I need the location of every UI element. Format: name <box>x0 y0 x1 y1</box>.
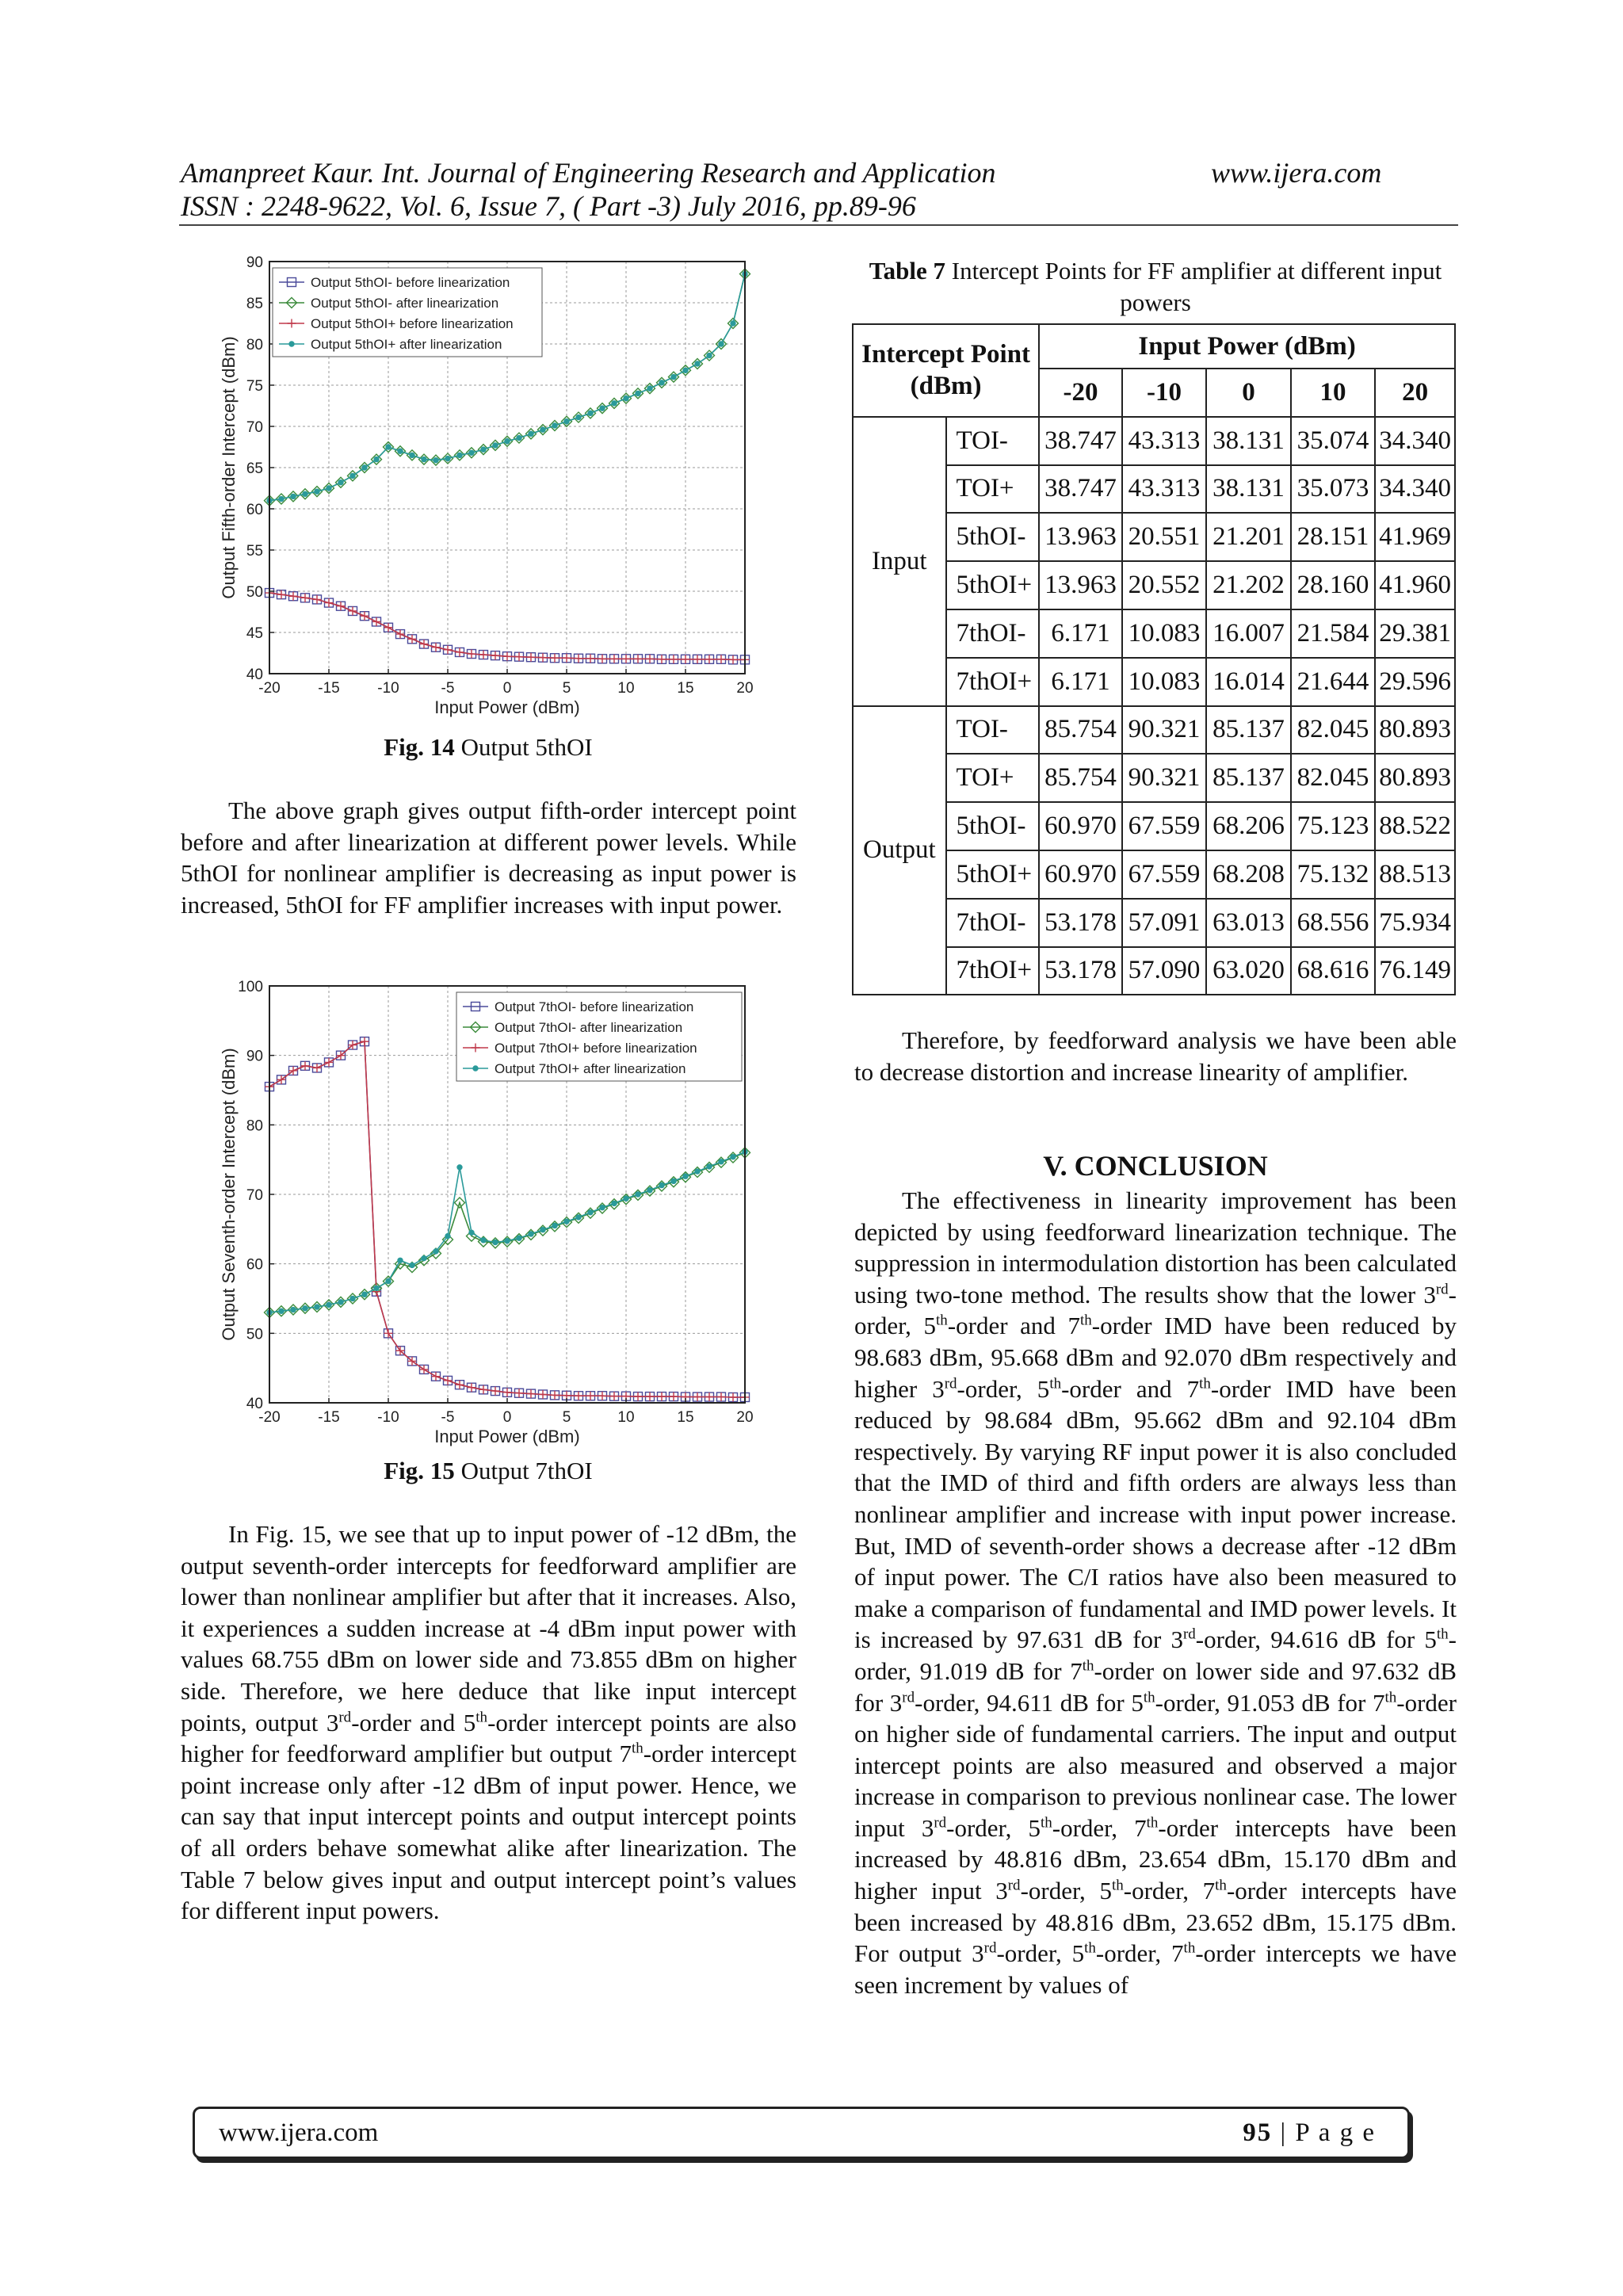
x-tick-label: -10 <box>377 1409 399 1426</box>
x-tick-label: -5 <box>441 680 455 697</box>
y-tick-label: 40 <box>246 667 263 683</box>
data-point <box>445 1233 450 1238</box>
journal-header-line1: Amanpreet Kaur. Int. Journal of Engineering Research and Application <box>181 157 996 189</box>
table7-cell: 29.381 <box>1375 609 1455 658</box>
data-point <box>731 1154 735 1159</box>
table7-row-label: TOI+ <box>946 754 1040 802</box>
table7-cell: 34.340 <box>1375 465 1455 514</box>
page-footer <box>193 2107 1410 2159</box>
table7-cell: 82.045 <box>1291 754 1375 802</box>
table7-cell: 41.969 <box>1375 513 1455 561</box>
x-axis-label: Input Power (dBm) <box>434 697 580 717</box>
table7-cell: 41.960 <box>1375 561 1455 609</box>
table7-caption-num: Table 7 <box>869 257 945 285</box>
right-paragraph-1-text: Therefore, by feedforward analysis we have been able to decrease distortion and increase linearity of amplifier. <box>854 1026 1457 1086</box>
y-tick-label: 85 <box>246 296 263 312</box>
data-point <box>624 395 628 400</box>
table7-cell: 68.206 <box>1206 802 1290 850</box>
data-point <box>564 419 569 424</box>
data-point <box>433 457 438 462</box>
x-tick-label: -20 <box>258 1409 281 1426</box>
data-point <box>315 1305 319 1309</box>
data-point <box>469 1230 474 1235</box>
data-point <box>612 401 617 406</box>
table7-cell: 13.963 <box>1039 561 1122 609</box>
data-point <box>289 342 294 346</box>
table7-cell: 20.552 <box>1122 561 1206 609</box>
left-paragraph-2 <box>181 1519 796 1927</box>
data-point <box>612 1201 617 1205</box>
data-point <box>303 1306 307 1311</box>
data-point <box>707 353 712 357</box>
table7-cell: 6.171 <box>1039 658 1122 706</box>
left-paragraph-1 <box>181 795 796 920</box>
table-row <box>853 417 1455 465</box>
y-tick-label: 50 <box>246 584 263 601</box>
table7-cell: 28.151 <box>1291 513 1375 561</box>
x-tick-label: 0 <box>502 1409 512 1426</box>
table7-cell: 43.313 <box>1122 417 1206 465</box>
legend-label: Output 7thOI- before linearization <box>495 999 694 1014</box>
table7-cell: 21.584 <box>1291 609 1375 658</box>
fig14-chart-svg <box>214 254 761 721</box>
legend-label: Output 5thOI- after linearization <box>311 296 499 311</box>
data-point <box>505 439 510 444</box>
data-point <box>600 1205 605 1209</box>
data-point <box>398 449 403 453</box>
data-point <box>576 1215 581 1220</box>
x-tick-label: 5 <box>562 1409 571 1426</box>
table7-row-label: 7thOI+ <box>946 658 1040 706</box>
x-tick-label: 5 <box>562 680 571 697</box>
table7-cell: 29.596 <box>1375 658 1455 706</box>
data-point <box>457 1165 462 1170</box>
legend-label: Output 7thOI+ after linearization <box>495 1061 686 1076</box>
table7-row-label: 5thOI- <box>946 513 1040 561</box>
table7-col-header: Intercept Point (dBm) <box>853 324 1039 417</box>
table7-row-label: 5thOI+ <box>946 850 1040 899</box>
data-point <box>719 1159 724 1164</box>
y-axis-label: Output Seventh-order Intercept (dBm) <box>219 1048 239 1341</box>
y-tick-label: 65 <box>246 460 263 477</box>
table7-cell: 68.556 <box>1291 899 1375 947</box>
y-tick-label: 45 <box>246 625 263 642</box>
table7-cell: 21.201 <box>1206 513 1290 561</box>
data-point <box>374 457 379 461</box>
table7-cell: 63.020 <box>1206 947 1290 995</box>
table7-row-label: 5thOI- <box>946 802 1040 850</box>
conclusion-paragraph <box>854 1185 1457 2000</box>
legend-item <box>463 1020 682 1035</box>
data-point <box>315 489 319 494</box>
table7-row-label: TOI- <box>946 417 1040 465</box>
table7-row-label: TOI- <box>946 706 1040 755</box>
legend-item <box>463 999 693 1014</box>
data-point <box>624 1196 628 1201</box>
data-point <box>600 406 605 411</box>
y-tick-label: 60 <box>246 502 263 518</box>
table7-row-label: 7thOI- <box>946 899 1040 947</box>
data-point <box>433 1249 438 1254</box>
data-point <box>473 1066 478 1071</box>
legend-item <box>279 316 514 331</box>
x-tick-label: 10 <box>617 680 635 697</box>
y-tick-label: 40 <box>246 1396 263 1412</box>
table7-cell: 13.963 <box>1039 513 1122 561</box>
table7-cell: 38.747 <box>1039 465 1122 514</box>
x-tick-label: 10 <box>617 1409 635 1426</box>
data-point <box>303 491 307 496</box>
data-point <box>338 1300 343 1305</box>
data-point <box>529 431 533 436</box>
table7-power-header: -10 <box>1122 369 1206 417</box>
table7-cell: 80.893 <box>1375 706 1455 755</box>
legend-item <box>279 337 502 352</box>
footer-site: www.ijera.com <box>219 2118 379 2147</box>
data-point <box>374 1286 379 1290</box>
data-point <box>350 473 355 478</box>
table7-cell: 82.045 <box>1291 706 1375 755</box>
data-point <box>671 374 676 379</box>
legend-label: Output 5thOI- before linearization <box>311 275 510 290</box>
table7-cell: 60.970 <box>1039 850 1122 899</box>
data-point <box>529 1232 533 1236</box>
table7-cell: 75.934 <box>1375 899 1455 947</box>
legend <box>456 992 742 1081</box>
data-point <box>386 1278 391 1283</box>
legend-item <box>463 1061 685 1076</box>
x-tick-label: -15 <box>318 680 340 697</box>
y-tick-label: 70 <box>246 419 263 436</box>
data-point <box>410 1263 414 1267</box>
table7-cell: 43.313 <box>1122 465 1206 514</box>
data-point <box>683 1174 688 1179</box>
fig15-chart <box>214 975 761 1450</box>
data-point <box>493 443 498 448</box>
data-point <box>576 415 581 419</box>
data-point <box>647 1188 652 1193</box>
left-paragraph-1-text: The above graph gives output fifth-order intercept point before and after linearization at different power levels. While 5thOI for nonlinear amplifier is decreasing as input power is increased, 5thOI for FF amplifier increases with input power. <box>181 797 796 919</box>
fig14-caption-num: Fig. 14 <box>384 733 455 761</box>
data-point <box>695 1169 700 1174</box>
data-point <box>540 427 545 432</box>
table7-cell: 16.014 <box>1206 658 1290 706</box>
legend-label: Output 7thOI+ before linearization <box>495 1041 697 1056</box>
table7-cell: 80.893 <box>1375 754 1455 802</box>
data-point <box>457 453 462 457</box>
conclusion-text: The effectiveness in linearity improvement has been depicted by using feedforward linearization technique. The suppression in intermodulation distortion has been calculated using two-tone method. The results show that the lower 3rd-order, 5th-order and 7th-order IMD have been reduced by 98.683 dBm, 95.668 dBm and 92.070 dBm respectively and higher 3rd-order, 5th-order and 7th-order IMD have been reduced by 98.684 dBm, 95.662 dBm and 92.104 dBm respectively. By varying RF input power it is also concluded that the IMD of third and fifth orders are always less than nonlinear amplifier and increase with input power increase. But, IMD of seventh-order shows a decrease after -12 dBm of input power. The C/I ratios have also been measured to make a comparison of fundamental and IMD power levels. It is increased by 97.631 dB for 3rd-order, 94.616 dB for 5th-order, 91.019 dB for 7th-order on lower side and 97.632 dB for 3rd-order, 94.611 dB for 5th-order, 91.053 dB for 7th-order on higher side of fundamental carriers. The input and output intercept points are also measured and observed a major increase in comparison to previous nonlinear case. The lower input 3rd-order, 5th-order, 7th-order intercepts have been increased by 48.816 dBm, 23.654 dBm, 15.170 dBm and higher input 3rd-order, 5th-order, 7th-order intercepts have been increased by 48.816 dBm, 23.652 dBm, 15.175 dBm. For output 3rd-order, 5th-order, 7th-order intercepts we have seen increment by values of <box>854 1186 1457 1999</box>
y-tick-label: 80 <box>246 1117 263 1135</box>
table7-row-label: 5thOI+ <box>946 561 1040 609</box>
data-point <box>481 1238 486 1243</box>
table7-cell: 10.083 <box>1122 658 1206 706</box>
data-point <box>493 1240 498 1244</box>
data-point <box>552 1223 557 1228</box>
right-paragraph-1 <box>854 1025 1457 1087</box>
left-paragraph-2-text: In Fig. 15, we see that up to input power of -12 dBm, the output seventh-order intercepts for feedforward amplifier are lower than nonlinear amplifier but after that it increases. Also, it experiences a sudden increase at -4 dBm input power with values 68.755 dBm on lower side and 73.855 dBm on higher side. Therefore, we here deduce that like input intercept points, output 3rd-order and 5th-order intercept points are also higher for feedforward amplifier but output 7th-order intercept point increase only after -12 dBm of input power. Hence, we can say that input intercept points and output intercept points of all orders behave somewhat alike after linearization. The Table 7 below gives input and output intercept point’s values for different input powers. <box>181 1520 796 1925</box>
table7-power-header: 10 <box>1291 369 1375 417</box>
data-point <box>362 465 367 470</box>
y-tick-label: 55 <box>246 543 263 560</box>
data-point <box>338 480 343 485</box>
table7-power-header: 20 <box>1375 369 1455 417</box>
header-rule <box>179 224 1458 226</box>
y-tick-label: 80 <box>246 337 263 353</box>
table7-power-header: -20 <box>1039 369 1122 417</box>
x-tick-label: -5 <box>441 1409 455 1426</box>
data-point <box>695 361 700 366</box>
fig15-caption-num: Fig. 15 <box>384 1457 455 1484</box>
data-point <box>445 456 450 460</box>
table-row <box>853 706 1455 755</box>
legend <box>273 268 542 357</box>
y-tick-label: 70 <box>246 1187 263 1204</box>
table7-cell: 88.522 <box>1375 802 1455 850</box>
data-point <box>683 368 688 372</box>
data-point <box>707 1164 712 1169</box>
data-point <box>422 457 426 461</box>
legend-item <box>463 1041 697 1056</box>
fig14-caption <box>179 733 797 762</box>
table7-cell: 28.160 <box>1291 561 1375 609</box>
fig15-chart-svg <box>214 975 761 1450</box>
data-point <box>671 1179 676 1183</box>
fig15-caption <box>179 1457 797 1485</box>
journal-header-site: www.ijera.com <box>1211 157 1382 189</box>
table7-cell: 75.123 <box>1291 802 1375 850</box>
table7-cell: 90.321 <box>1122 706 1206 755</box>
footer-page-num: 95 <box>1243 2118 1273 2147</box>
data-point <box>469 450 474 455</box>
data-point <box>327 486 331 491</box>
table7-cell: 53.178 <box>1039 899 1122 947</box>
table7-cell: 63.013 <box>1206 899 1290 947</box>
table7 <box>852 323 1456 995</box>
table7-cell: 57.090 <box>1122 947 1206 995</box>
x-axis-label: Input Power (dBm) <box>434 1427 580 1446</box>
fig14-caption-text: Output 5thOI <box>454 733 593 761</box>
data-point <box>279 496 284 501</box>
data-point <box>552 423 557 428</box>
table7-power-header: 0 <box>1206 369 1290 417</box>
legend-item <box>279 275 510 290</box>
table7-cell: 57.091 <box>1122 899 1206 947</box>
data-point <box>386 445 391 449</box>
data-point <box>647 386 652 391</box>
y-tick-label: 60 <box>246 1256 263 1274</box>
data-point <box>719 342 724 346</box>
y-tick-label: 75 <box>246 378 263 395</box>
legend-label: Output 5thOI+ after linearization <box>311 337 502 352</box>
data-point <box>659 380 664 385</box>
x-tick-label: -10 <box>377 680 399 697</box>
data-point <box>291 1307 296 1312</box>
fig14-chart <box>214 254 761 721</box>
table7-cell: 16.007 <box>1206 609 1290 658</box>
data-point <box>636 391 640 395</box>
legend-label: Output 5thOI+ before linearization <box>311 316 514 331</box>
table7-cell: 90.321 <box>1122 754 1206 802</box>
table7-cell: 35.074 <box>1291 417 1375 465</box>
data-point <box>659 1182 664 1187</box>
x-tick-label: 20 <box>736 680 754 697</box>
table7-cell: 88.513 <box>1375 850 1455 899</box>
x-tick-label: 15 <box>677 680 694 697</box>
y-tick-label: 50 <box>246 1326 263 1343</box>
table7-group-output: Output <box>853 706 946 995</box>
table7-cell: 10.083 <box>1122 609 1206 658</box>
legend-item <box>279 296 498 311</box>
table7-row-label: 7thOI- <box>946 609 1040 658</box>
table7-row-label: TOI+ <box>946 465 1040 514</box>
x-tick-label: -15 <box>318 1409 340 1426</box>
data-point <box>564 1219 569 1224</box>
data-point <box>279 1308 284 1313</box>
data-point <box>481 447 486 452</box>
table7-cell: 68.616 <box>1291 947 1375 995</box>
table7-caption <box>854 255 1457 319</box>
y-tick-label: 90 <box>246 254 263 271</box>
y-tick-label: 100 <box>238 979 263 995</box>
y-axis-label: Output Fifth-order Intercept (dBm) <box>219 336 239 599</box>
data-point <box>350 1296 355 1301</box>
section-title-conclusion: V. CONCLUSION <box>1043 1150 1268 1182</box>
table7-cell: 76.149 <box>1375 947 1455 995</box>
x-tick-label: -20 <box>258 680 281 697</box>
legend-label: Output 7thOI- after linearization <box>495 1020 683 1035</box>
x-tick-label: 20 <box>736 1409 754 1426</box>
data-point <box>422 1255 426 1260</box>
table7-cell: 85.137 <box>1206 706 1290 755</box>
table7-cell: 68.208 <box>1206 850 1290 899</box>
data-point <box>362 1292 367 1297</box>
table7-cell: 21.202 <box>1206 561 1290 609</box>
table7-cell: 21.644 <box>1291 658 1375 706</box>
data-point <box>327 1302 331 1307</box>
table7-cell: 20.551 <box>1122 513 1206 561</box>
table7-row-label: 7thOI+ <box>946 947 1040 995</box>
table7-cell: 38.131 <box>1206 417 1290 465</box>
data-point <box>517 1236 521 1240</box>
table7-cell: 38.131 <box>1206 465 1290 514</box>
data-point <box>410 453 414 457</box>
data-point <box>517 435 521 440</box>
table7-cell: 85.137 <box>1206 754 1290 802</box>
x-tick-label: 0 <box>502 680 512 697</box>
table7-cell: 38.747 <box>1039 417 1122 465</box>
data-point <box>636 1192 640 1197</box>
data-point <box>291 494 296 499</box>
y-tick-label: 90 <box>246 1048 263 1065</box>
data-point <box>505 1239 510 1244</box>
table7-caption-text: Intercept Points for FF amplifier at different input powers <box>945 257 1442 316</box>
data-point <box>588 1210 593 1215</box>
table7-cell: 35.073 <box>1291 465 1375 514</box>
data-point <box>588 411 593 415</box>
table7-cell: 53.178 <box>1039 947 1122 995</box>
footer-page-word: | P a g e <box>1272 2118 1376 2147</box>
data-point <box>398 1258 403 1263</box>
footer-page <box>1243 2118 1376 2148</box>
data-point <box>540 1228 545 1232</box>
x-tick-label: 15 <box>677 1409 694 1426</box>
table7-cell: 67.559 <box>1122 802 1206 850</box>
table7-group-input: Input <box>853 417 946 706</box>
table7-cell: 85.754 <box>1039 754 1122 802</box>
data-point <box>731 321 735 326</box>
journal-header-line2: ISSN : 2248-9622, Vol. 6, Issue 7, ( Part -3) July 2016, pp.89-96 <box>181 190 916 222</box>
table7-cell: 75.132 <box>1291 850 1375 899</box>
table7-cell: 60.970 <box>1039 802 1122 850</box>
table7-cell: 6.171 <box>1039 609 1122 658</box>
table7-cell: 34.340 <box>1375 417 1455 465</box>
table7-cell: 67.559 <box>1122 850 1206 899</box>
table7-cell: 85.754 <box>1039 706 1122 755</box>
table7-group-header: Input Power (dBm) <box>1039 324 1455 369</box>
fig15-caption-text: Output 7thOI <box>454 1457 593 1484</box>
